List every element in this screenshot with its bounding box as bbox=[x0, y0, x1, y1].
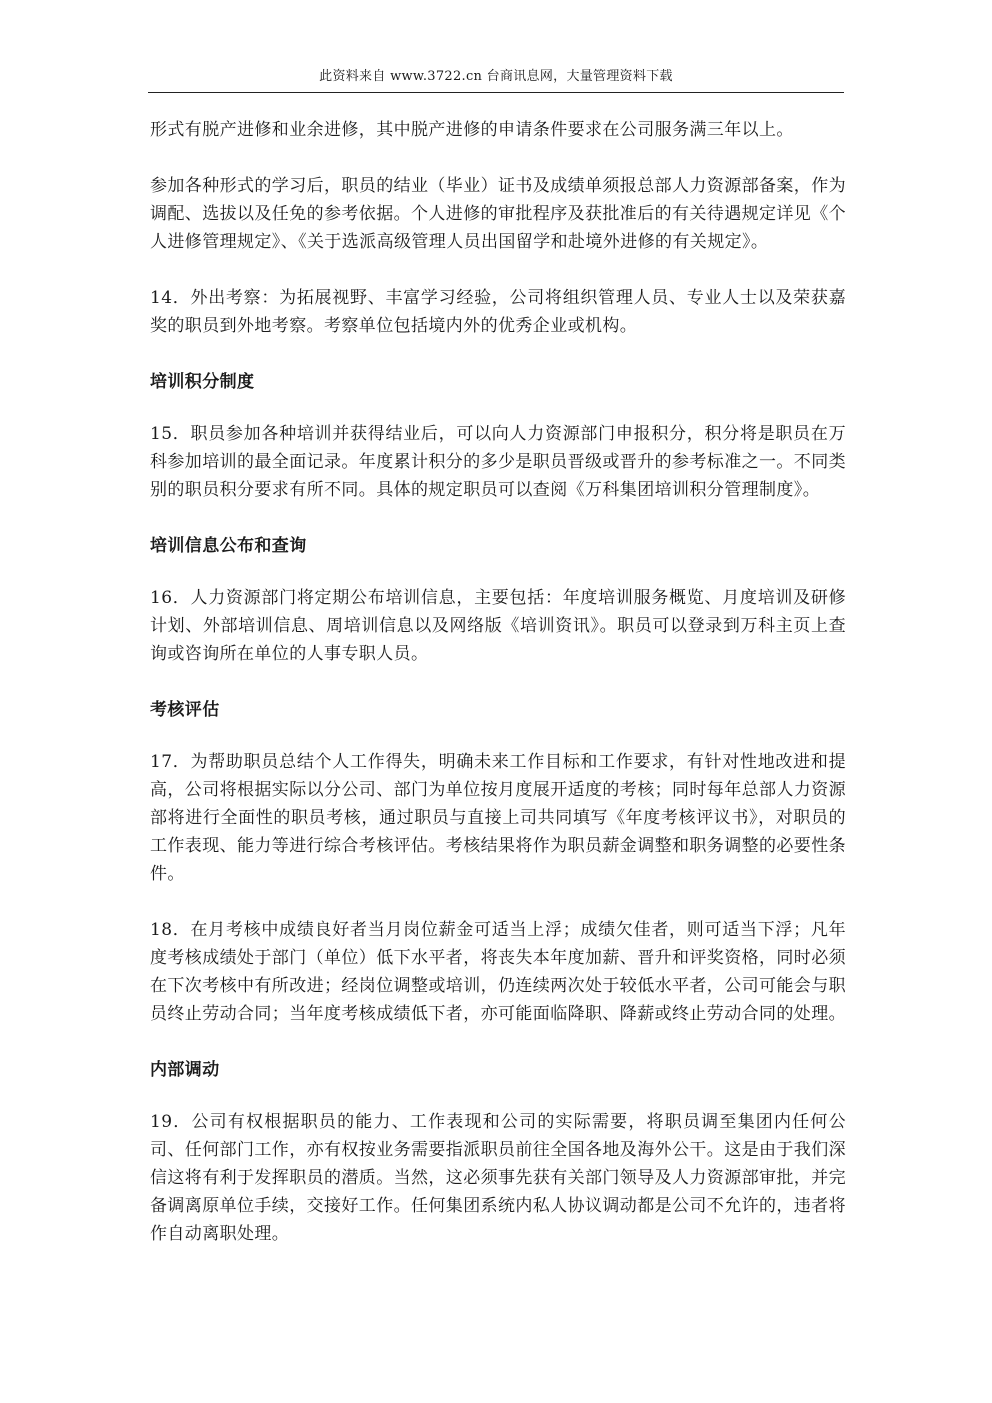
document-body bbox=[150, 116, 846, 1276]
header-divider bbox=[148, 92, 844, 93]
paragraph-certificate-filing: 参加各种形式的学习后，职员的结业（毕业）证书及成绩单须报总部人力资源部备案，作为调配、选拔以及任免的参考依据。个人进修的审批程序及获批准后的有关待遇规定详见《个人进修管理规定》、《关于选派高级管理人员出国留学和赴境外进修的有关规定》。 bbox=[150, 176, 846, 252]
paragraph-18-evaluation-results: 18．在月考核中成绩良好者当月岗位薪金可适当上浮；成绩欠佳者，则可适当下浮；凡年度考核成绩处于部门（单位）低下水平者，将丧失本年度加薪、晋升和评奖资格，同时必须在下次考核中有所改进；经岗位调整或培训，仍连续两次处于较低水平者，公司可能会与职员终止劳动合同；当年度考核成绩低下者，亦可能面临降职、降薪或终止劳动合同的处理。 bbox=[150, 920, 846, 1024]
section-heading-internal-transfer: 内部调动 bbox=[150, 1060, 220, 1080]
section-heading-training-info: 培训信息公布和查询 bbox=[150, 536, 307, 556]
paragraph-14-field-trip: 14．外出考察：为拓展视野、丰富学习经验，公司将组织管理人员、专业人士以及荣获嘉奖的职员到外地考察。考察单位包括境内外的优秀企业或机构。 bbox=[150, 288, 846, 336]
section-heading-evaluation: 考核评估 bbox=[150, 700, 220, 720]
page-header: 此资料来自 www.3722.cn 台商讯息网，大量管理资料下载 bbox=[319, 69, 673, 84]
section-heading-training-credits: 培训积分制度 bbox=[150, 372, 255, 392]
paragraph-17-evaluation: 17．为帮助职员总结个人工作得失，明确未来工作目标和工作要求，有针对性地改进和提高，公司将根据实际以分公司、部门为单位按月度展开适度的考核；同时每年总部人力资源部将进行全面性的职员考核，通过职员与直接上司共同填写《年度考核评议书》，对职员的工作表现、能力等进行综合考核评估。考核结果将作为职员薪金调整和职务调整的必要性条件。 bbox=[150, 752, 846, 884]
paragraph-19-internal-transfer: 19．公司有权根据职员的能力、工作表现和公司的实际需要，将职员调至集团内任何公司、任何部门工作，亦有权按业务需要指派职员前往全国各地及海外公干。这是由于我们深信这将有利于发挥职员的潜质。当然，这必须事先获有关部门领导及人力资源部审批，并完备调离原单位手续，交接好工作。任何集团系统内私人协议调动都是公司不允许的，违者将作自动离职处理。 bbox=[150, 1112, 846, 1244]
paragraph-16-training-info: 16．人力资源部门将定期公布培训信息，主要包括：年度培训服务概览、月度培训及研修计划、外部培训信息、周培训信息以及网络版《培训资讯》。职员可以登录到万科主页上查询或咨询所在单位的人事专职人员。 bbox=[150, 588, 846, 664]
paragraph-study-forms: 形式有脱产进修和业余进修，其中脱产进修的申请条件要求在公司服务满三年以上。 bbox=[150, 120, 794, 140]
paragraph-15-training-credits: 15．职员参加各种培训并获得结业后，可以向人力资源部门申报积分，积分将是职员在万科参加培训的最全面记录。年度累计积分的多少是职员晋级或晋升的参考标准之一。不同类别的职员积分要求有所不同。具体的规定职员可以查阅《万科集团培训积分管理制度》。 bbox=[150, 424, 846, 500]
